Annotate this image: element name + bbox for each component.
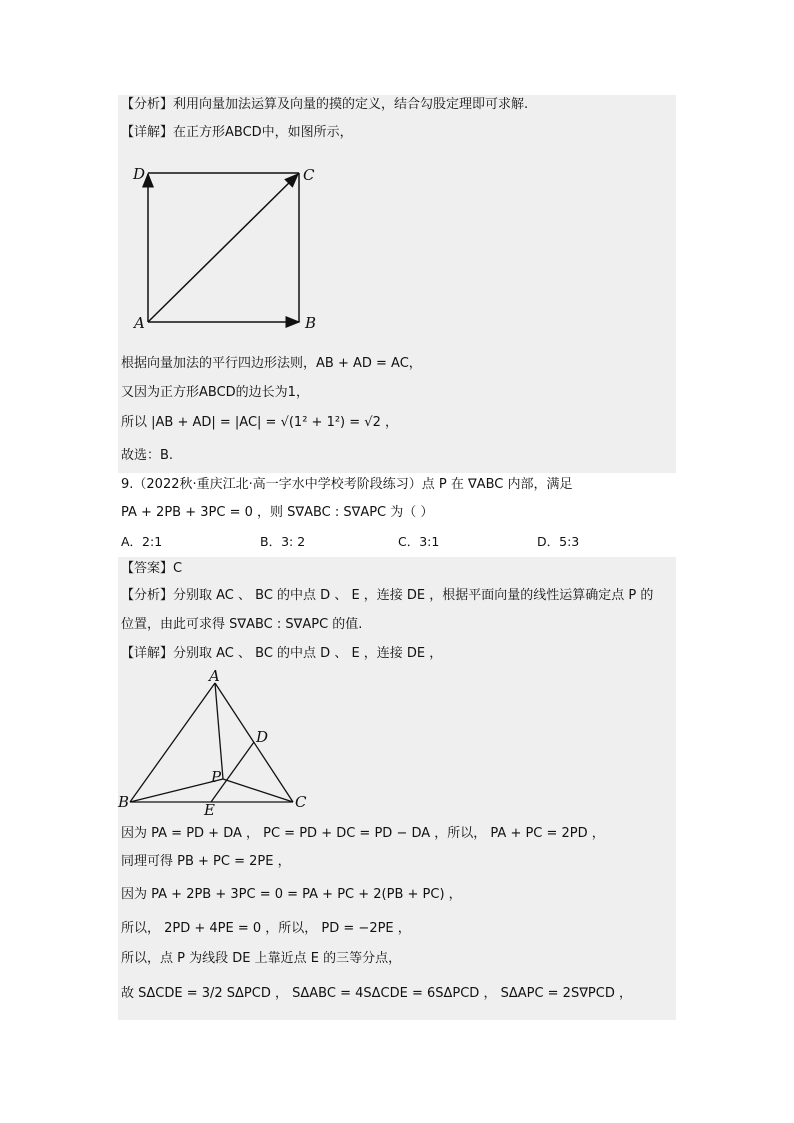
label-p: P — [211, 768, 222, 786]
analysis-line-1: 【分析】分别取 AC 、 BC 的中点 D 、 E ，连接 DE ，根据平面向量的线性运算确定点 P 的 — [121, 588, 654, 603]
label-d: D — [133, 165, 146, 183]
rule-text: 根据向量加法的平行四边形法则，AB + AD = AC， — [121, 356, 422, 371]
question-stem: 9.（2022秋·重庆江北·高一字水中学校考阶段练习）点 P 在 ∇ABC 内部，满足 — [121, 477, 573, 492]
side-text: 又因为正方形ABCD的边长为1， — [121, 385, 309, 400]
segment-ap — [215, 683, 223, 779]
label-b: B — [118, 793, 130, 811]
label-c: C — [303, 166, 315, 184]
step-6: 故 SΔCDE = 3/2 SΔPCD ， SΔABC = 4SΔCDE = 6SΔPCD ， SΔAPC = 2S∇PCD ， — [121, 986, 632, 1001]
step-1: 因为 PA = PD + DA ， PC = PD + DC = PD − DA ，所以， PA + PC = 2PD ， — [121, 826, 605, 841]
answer-text: 【答案】C — [121, 561, 183, 576]
detail-text: 【详解】在正方形ABCD中，如图所示， — [121, 125, 353, 140]
option-a[interactable]: A．2:1 — [121, 534, 163, 549]
label-d: D — [256, 728, 269, 746]
analysis-line-2: 位置，由此可求得 S∇ABC : S∇APC 的值. — [121, 617, 363, 632]
question-condition: PA + 2PB + 3PC = 0 ，则 S∇ABC : S∇APC 为（ ） — [121, 505, 434, 520]
option-b[interactable]: B．3: 2 — [260, 534, 306, 549]
modulus-text: 所以 |AB + AD| = |AC| = √(1² + 1²) = √2 ， — [121, 415, 398, 430]
triangle-figure — [115, 668, 315, 818]
step-2: 同理可得 PB + PC = 2PE ， — [121, 854, 291, 869]
step-5: 所以，点 P 为线段 DE 上靠近点 E 的三等分点， — [121, 951, 402, 966]
square-figure — [128, 160, 328, 340]
segment-cp — [223, 779, 293, 802]
label-c: C — [295, 793, 307, 811]
label-a: A — [209, 668, 220, 685]
step-3: 因为 PA + 2PB + 3PC = 0 = PA + PC + 2(PB + PC) ， — [121, 887, 462, 902]
step-4: 所以， 2PD + 4PE = 0 ，所以， PD = −2PE ， — [121, 921, 411, 936]
vector-ac — [148, 174, 298, 322]
label-b: B — [305, 314, 317, 332]
option-c[interactable]: C．3:1 — [398, 534, 440, 549]
analysis-text: 【分析】利用向量加法运算及向量的摸的定义，结合勾股定理即可求解. — [121, 97, 529, 112]
detail-line: 【详解】分别取 AC 、 BC 的中点 D 、 E ，连接 DE ， — [121, 646, 443, 661]
label-e: E — [204, 801, 215, 818]
choose-text: 故选：B. — [121, 448, 174, 463]
label-a: A — [134, 314, 145, 332]
option-d[interactable]: D．5:3 — [537, 534, 580, 549]
